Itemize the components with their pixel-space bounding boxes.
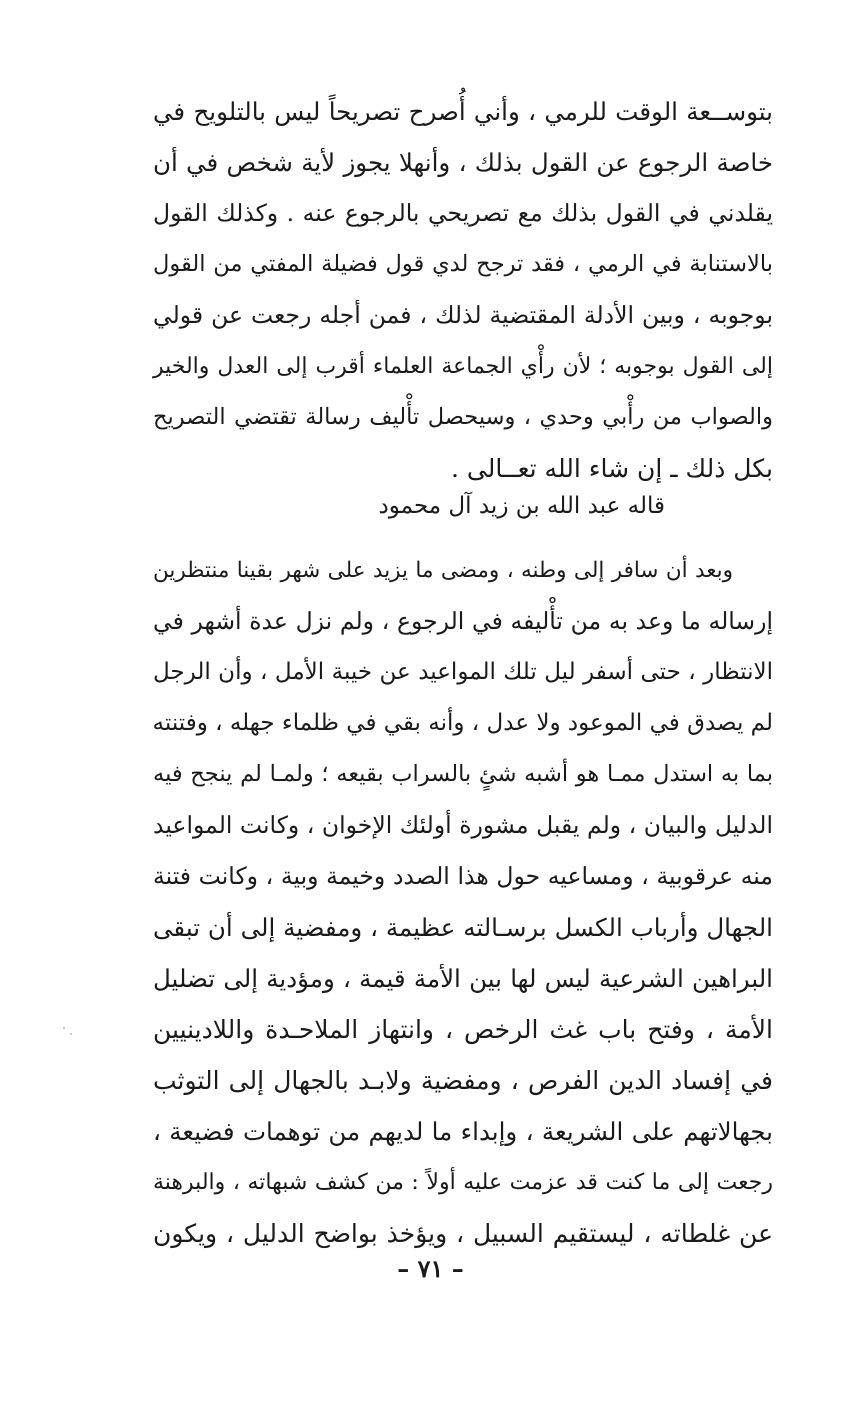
text-line: عن غلطاته ، ليستقيم السبيل ، ويؤخذ بواضح الدليل ، ويكون	[153, 1219, 773, 1248]
text-line: الانتظار ، حتى أسفر ليل تلك المواعيد عن خيبة الأمل ، وأن الرجل	[153, 659, 773, 685]
text-line: بالاستنابة في الرمي ، فقد ترجح لدي قول فضيلة المفتي من القول	[153, 251, 773, 277]
text-line: بكل ذلك ـ إن شاء الله تعــالى .	[450, 454, 773, 483]
margin-speck	[63, 1027, 65, 1029]
text-line: رجعت إلى ما كنت قد عزمت عليه أولاً : من كشف شبهاته ، والبرهنة	[153, 1170, 773, 1195]
text-line: بوجوبه ، وبين الأدلة المقتضية لذلك ، فمن أجله رجعت عن قولي	[153, 301, 773, 329]
text-line: في إفساد الدين الفرص ، ومفضية ولابـد بالجهال إلى التوثب	[153, 1066, 773, 1095]
text-line: بما به استدل ممـا هو أشبه شئٍ بالسراب بقيعه ؛ ولمـا لم ينجح فيه	[153, 761, 773, 787]
text-line: الدليل والبيان ، ولم يقبل مشورة أولئك الإخوان ، وكانت المواعيد	[153, 811, 773, 839]
text-line: الجهال وأرباب الكسل برسـالته عظيمة ، ومفضية إلى أن تبقى	[153, 913, 773, 942]
text-line: بتوســعة الوقت للرمي ، وأني أُصرح تصريحاً ليس بالتلويح في	[153, 97, 773, 126]
text-line: بجهالاتهم على الشريعة ، وإبداء ما لديهم من توهمات فضيعة ،	[153, 1117, 773, 1146]
text-line: منه عرقوبية ، ومساعيه حول هذا الصدد وخيمة وبية ، وكانت فتنة	[153, 862, 773, 890]
margin-speck	[70, 1033, 72, 1035]
paragraph-2	[153, 545, 773, 1259]
paragraph-1	[153, 86, 773, 494]
text-line: يقلدني في القول بذلك مع تصريحي بالرجوع عنه . وكذلك القول	[153, 199, 773, 227]
text-line: خاصة الرجوع عن القول بذلك ، وأنهلا يجوز لأية شخص في أن	[153, 148, 773, 177]
text-line: لم يصدق في الموعود ولا عدل ، وأنه بقي في ظلماء جهله ، وفتنته	[152, 710, 773, 736]
text-line: البراهين الشرعية ليس لها بين الأمة قيمة ، ومؤدية إلى تضليل	[153, 964, 773, 993]
signature-line: قاله عبد الله بن زيد آل محمود	[378, 493, 665, 519]
page-number: – ٧١ –	[397, 1254, 464, 1283]
text-line: إرساله ما وعد به من تأْليفه في الرجوع ، ولم نزل عدة أشهر في	[153, 607, 773, 635]
text-line: إلى القول بوجوبه ؛ لأن رأْي الجماعة العلماء أقرب إلى العدل والخير	[153, 354, 773, 379]
text-line: وبعد أن سافر إلى وطنه ، ومضى ما يزيد على شهر بقينا منتظرين	[153, 558, 733, 583]
text-line: والصواب من رأْبي وحدي ، وسيحصل تأْليف رسالة تقتضي التصريح	[153, 404, 773, 430]
text-line: الأمة ، وفتح باب غث الرخص ، وانتهاز الملاحـدة واللادينيين	[153, 1015, 773, 1044]
